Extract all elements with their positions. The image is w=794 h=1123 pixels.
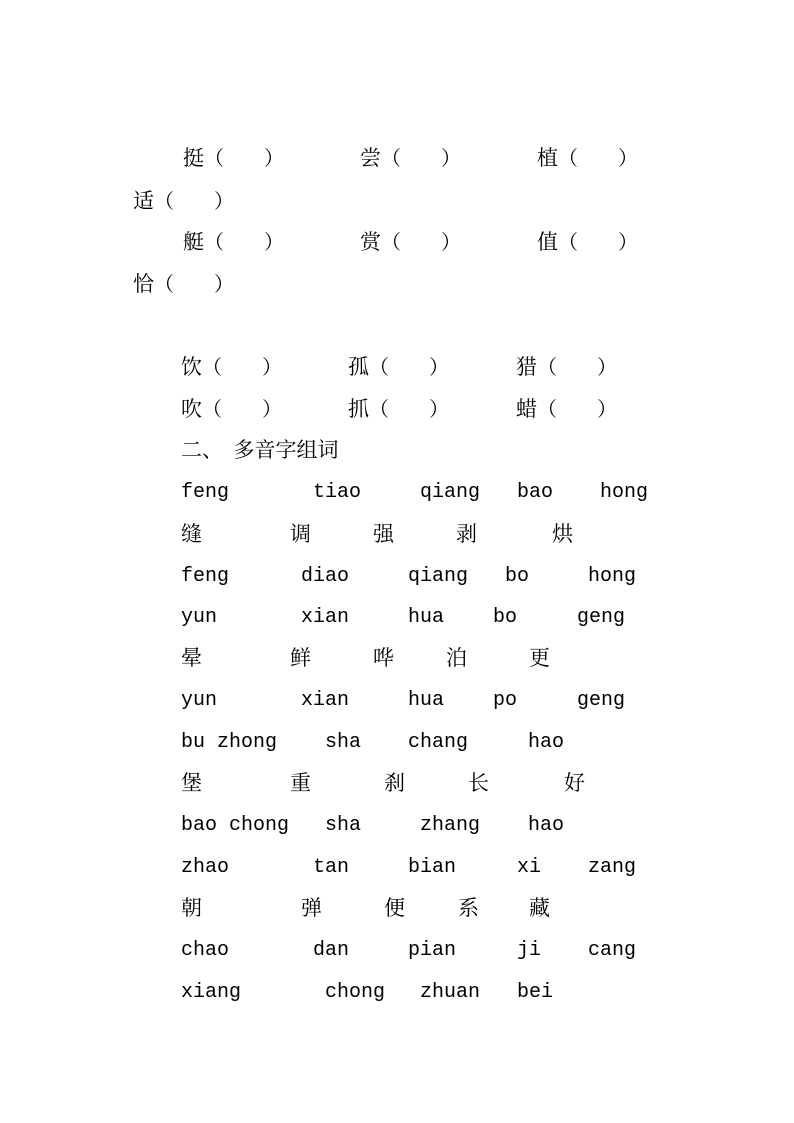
polyphone-char: 调 xyxy=(290,522,311,546)
pinyin: yun xyxy=(181,606,218,629)
polyphone-char: 系 xyxy=(458,896,479,920)
pinyin: hua xyxy=(408,689,445,712)
pinyin: diao xyxy=(301,565,350,588)
section-heading: 二、 多音字组词 xyxy=(181,438,339,462)
polyphone-char: 缝 xyxy=(181,522,202,546)
polyphone-char: 朝 xyxy=(181,896,202,920)
pinyin: zang xyxy=(588,856,637,879)
char-item: 吹（ ） xyxy=(181,397,282,421)
pinyin: zhuan xyxy=(420,981,481,1004)
pinyin: bei xyxy=(517,981,554,1004)
pinyin: geng xyxy=(577,606,626,629)
polyphone-char: 长 xyxy=(468,771,489,795)
char-item: 赏（ ） xyxy=(360,230,461,254)
pinyin: qiang xyxy=(420,481,481,504)
polyphone-char: 好 xyxy=(564,771,585,795)
char-item: 猎（ ） xyxy=(516,355,617,379)
polyphone-char: 强 xyxy=(373,522,394,546)
pinyin: hao xyxy=(528,814,565,837)
pinyin: zhao xyxy=(181,856,230,879)
pinyin: xian xyxy=(301,689,350,712)
char-item: 孤（ ） xyxy=(348,355,449,379)
pinyin: hong xyxy=(600,481,649,504)
pinyin: bo xyxy=(505,565,530,588)
pinyin: hua xyxy=(408,606,445,629)
polyphone-char: 鲜 xyxy=(290,646,311,670)
pinyin: chao xyxy=(181,939,230,962)
polyphone-char: 刹 xyxy=(384,771,405,795)
char-item: 挺（ ） xyxy=(183,146,284,170)
char-item: 恰（ ） xyxy=(133,272,234,296)
polyphone-char: 晕 xyxy=(181,646,202,670)
char-item: 艇（ ） xyxy=(183,230,284,254)
polyphone-char: 重 xyxy=(290,771,311,795)
pinyin: xi xyxy=(517,856,542,879)
pinyin: pian xyxy=(408,939,457,962)
pinyin: chang xyxy=(408,731,469,754)
polyphone-char: 哗 xyxy=(373,646,394,670)
pinyin: cang xyxy=(588,939,637,962)
pinyin: tan xyxy=(313,856,350,879)
char-item: 抓（ ） xyxy=(348,397,449,421)
char-item: 值（ ） xyxy=(537,230,638,254)
polyphone-char: 剥 xyxy=(456,522,477,546)
polyphone-char: 便 xyxy=(384,896,405,920)
pinyin: ji xyxy=(517,939,542,962)
pinyin: po xyxy=(493,689,518,712)
pinyin: bian xyxy=(408,856,457,879)
pinyin: tiao xyxy=(313,481,362,504)
polyphone-char: 烘 xyxy=(552,522,573,546)
char-item: 适（ ） xyxy=(133,189,234,213)
char-item: 饮（ ） xyxy=(181,355,282,379)
pinyin: bo xyxy=(493,606,518,629)
polyphone-char: 弹 xyxy=(301,896,322,920)
pinyin: bao xyxy=(517,481,554,504)
pinyin: feng xyxy=(181,481,230,504)
pinyin: hao xyxy=(528,731,565,754)
pinyin: zhang xyxy=(420,814,481,837)
pinyin: dan xyxy=(313,939,350,962)
pinyin: bu zhong xyxy=(181,731,278,754)
pinyin: xian xyxy=(301,606,350,629)
pinyin: feng xyxy=(181,565,230,588)
pinyin: sha xyxy=(325,814,362,837)
polyphone-char: 堡 xyxy=(181,771,202,795)
pinyin: xiang xyxy=(181,981,242,1004)
pinyin: geng xyxy=(577,689,626,712)
pinyin: bao chong xyxy=(181,814,290,837)
pinyin: sha xyxy=(325,731,362,754)
char-item: 植（ ） xyxy=(537,146,638,170)
pinyin: chong xyxy=(325,981,386,1004)
char-item: 尝（ ） xyxy=(360,146,461,170)
polyphone-char: 泊 xyxy=(446,646,467,670)
polyphone-char: 藏 xyxy=(529,896,550,920)
polyphone-char: 更 xyxy=(529,646,550,670)
pinyin: qiang xyxy=(408,565,469,588)
pinyin: hong xyxy=(588,565,637,588)
char-item: 蜡（ ） xyxy=(516,397,617,421)
pinyin: yun xyxy=(181,689,218,712)
